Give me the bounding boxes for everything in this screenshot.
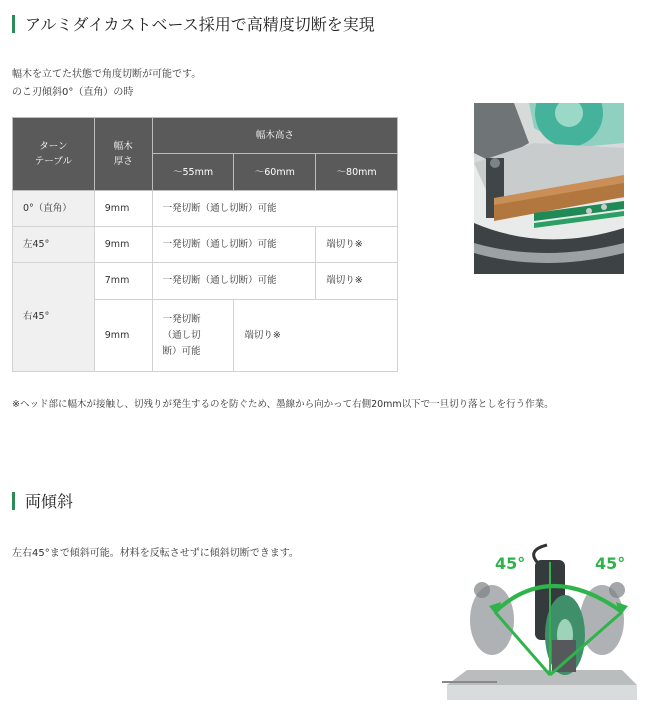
row-thickness: 9mm [94, 227, 152, 263]
intro-line-1: 幅木を立てた状態で角度切断が可能です。 [12, 69, 202, 80]
row-result-line3: 断）可能 [162, 345, 201, 357]
header-thickness [94, 118, 152, 191]
intro-line-2: のこ刃傾斜0°（直角）の時 [12, 87, 134, 98]
row-result-line2: （通し切 [162, 329, 201, 341]
row-thickness: 9mm [94, 300, 152, 372]
row-result: 一発切断（通し切断）可能 [152, 191, 397, 227]
row-result-55 [152, 300, 234, 372]
row-thickness: 9mm [94, 191, 152, 227]
saw-closeup-illustration [474, 103, 624, 274]
heading-accent-bar [12, 15, 15, 33]
table-row [13, 263, 398, 300]
row-result-rest: 端切り※ [234, 300, 398, 372]
bevel-description: 左右45°まで傾斜可能。材料を反転させずに傾斜切断できます。 [12, 548, 299, 559]
row-result-80: 端切り※ [316, 263, 398, 300]
header-turn-table-line1: ターン [39, 141, 68, 152]
header-thickness-line2: 厚さ [113, 156, 133, 167]
header-turn-table [13, 118, 95, 191]
header-turn-table-line2: テーブル [34, 156, 72, 167]
row-turn-table: 右45° [13, 263, 95, 372]
table-row [13, 227, 398, 263]
row-result-80: 端切り※ [316, 227, 398, 263]
section-heading-precision [12, 12, 375, 35]
saw-closeup-photo [474, 103, 624, 274]
section-title: アルミダイカストベース採用で高精度切断を実現 [25, 15, 375, 34]
heading-accent-bar [12, 492, 15, 510]
intro-text [12, 66, 201, 102]
section-heading-bevel [12, 489, 73, 512]
bevel-saw-photo [437, 540, 645, 708]
right-bevel-angle-label: 45° [595, 554, 626, 573]
header-thickness-line1: 幅木 [113, 141, 133, 152]
header-height: 幅木高さ [152, 118, 397, 154]
row-thickness: 7mm [94, 263, 152, 300]
row-turn-table: 0°（直角） [13, 191, 95, 227]
row-result-line1: 一発切断 [162, 313, 201, 325]
row-result: 一発切断（通し切断）可能 [152, 227, 316, 263]
section-title: 両傾斜 [25, 492, 74, 511]
header-height-80: ～80mm [316, 154, 398, 191]
row-turn-table: 左45° [13, 227, 95, 263]
table-row [13, 191, 398, 227]
header-height-60: ～60mm [234, 154, 316, 191]
header-height-55: ～55mm [152, 154, 234, 191]
footnote: ※ヘッド部に幅木が接触し、切残りが発生するのを防ぐため、墨線から向かって右側20mm以下で一旦切り落としを行う作業。 [12, 399, 554, 410]
row-result: 一発切断（通し切断）可能 [152, 263, 316, 300]
cutting-spec-table [12, 117, 398, 372]
left-bevel-angle-label: 45° [495, 554, 526, 573]
